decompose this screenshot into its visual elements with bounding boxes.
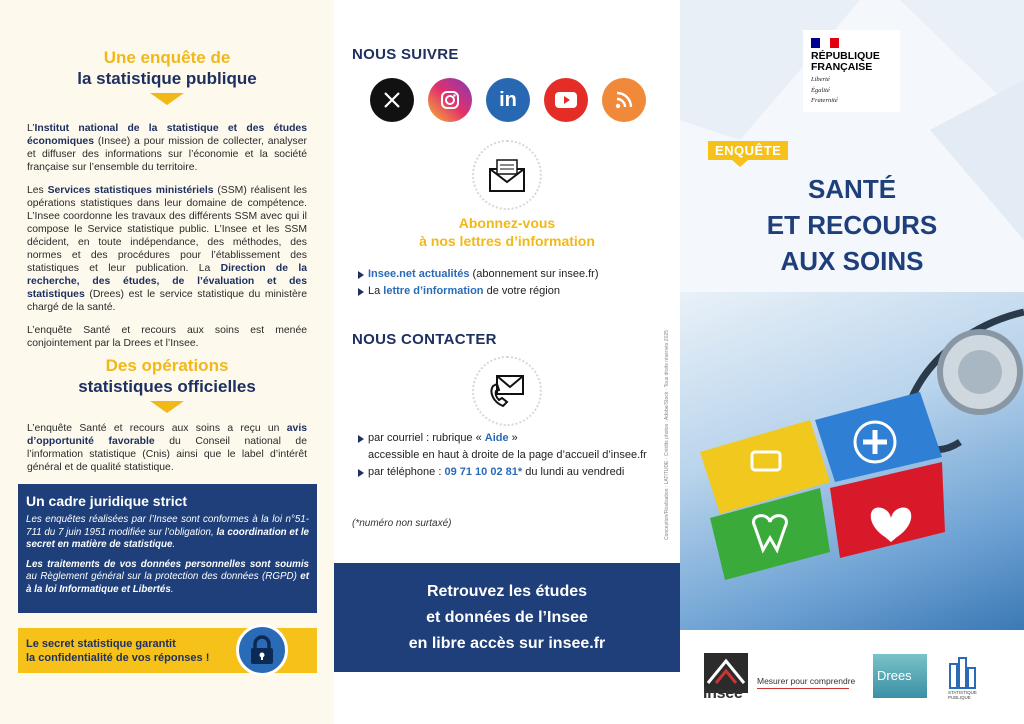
subscribe-list bbox=[358, 266, 599, 300]
legal-p1: Les enquêtes réalisées par l’Insee sont conformes à la loi n°51-711 du 7 juin 1951 modifiée sur l’obligation, la coordination et le secret en matière de statistique. bbox=[26, 514, 309, 550]
list-item: La lettre d’information de votre région bbox=[358, 283, 599, 300]
contact-list bbox=[358, 430, 647, 481]
insee-tagline: Mesurer pour comprendre bbox=[757, 676, 856, 686]
drees-logo: Drees bbox=[873, 654, 927, 698]
section-title-enquete: Une enquête de la statistique publique bbox=[0, 47, 334, 105]
footnote: (*numéro non surtaxé) bbox=[352, 518, 452, 529]
newsletter-link[interactable]: lettre d’information bbox=[383, 285, 484, 297]
aide-link[interactable]: Aide bbox=[484, 432, 509, 444]
contact-heading: NOUS CONTACTER bbox=[352, 331, 497, 348]
subscribe-title: Abonnez-vous à nos lettres d’information bbox=[419, 215, 595, 249]
list-item: Insee.net actualités (abonnement sur insee.fr) bbox=[358, 266, 599, 283]
ssp-text: STATISTIQUE PUBLIQUE bbox=[948, 690, 977, 700]
republique-francaise-logo: RÉPUBLIQUE FRANÇAISE Liberté Égalité Fraternité bbox=[803, 30, 900, 112]
rss-icon[interactable] bbox=[602, 78, 646, 122]
para-insee: L’Institut national de la statistique et des études économiques (Insee) a pour mission de collecter, analyser et diffuser des informations sur l’économie et la société française sur l’ensemble du territoire. bbox=[27, 123, 307, 173]
para-ssm: Les Services statistiques ministériels (SSM) réalisent les opérations statistiques dans leur domaine de compétence. L’Insee coordonne les travaux des différents SSM avec qui il compose le Service statistique public. L’Insee et les SSM décident, en toute indépendance, des méthodes, des normes et des procédures pour l’établissement des statistiques et leur publication. La Direction de la recherche, des études, de l’évaluation et des statistiques (Drees) est le service statistique du ministère chargé de la santé. bbox=[27, 185, 308, 313]
left-panel bbox=[0, 0, 334, 724]
cover-panel bbox=[680, 0, 1024, 724]
youtube-icon[interactable] bbox=[544, 78, 588, 122]
secret-box: Le secret statistique garantit la confidentialité de vos réponses ! bbox=[18, 628, 317, 673]
down-arrow-icon bbox=[150, 401, 184, 413]
padlock-icon bbox=[236, 624, 288, 676]
survey-tag: ENQUÊTE bbox=[708, 141, 788, 160]
para-joint: L’enquête Santé et recours aux soins est menée conjointement par la Drees et l’Insee. bbox=[27, 325, 307, 349]
social-links bbox=[370, 78, 646, 122]
linkedin-icon[interactable]: in bbox=[486, 78, 530, 122]
x-icon[interactable] bbox=[370, 78, 414, 122]
cnis-text bbox=[27, 422, 307, 484]
instagram-icon[interactable] bbox=[428, 78, 472, 122]
cover-title: SANTÉ ET RECOURS AUX SOINS bbox=[766, 174, 938, 276]
para-cnis: L’enquête Santé et recours aux soins a reçu un avis d’opportunité favorable du Conseil national de l’information statistique (Cnis) ainsi que le label d’intérêt général et de qualité statistique. bbox=[27, 423, 307, 473]
intro-text bbox=[27, 122, 307, 360]
legal-box-title: Un cadre juridique strict bbox=[26, 493, 188, 509]
insee-promo-box: Retrouvez les études et données de l’Insee en libre accès sur insee.fr bbox=[334, 563, 680, 672]
list-item: par courriel : rubrique « Aide » accessible en haut à droite de la page d’accueil d’insee.fr bbox=[358, 430, 647, 464]
middle-panel bbox=[334, 0, 680, 724]
insee-logo-text: Insee bbox=[703, 685, 743, 702]
list-item: par téléphone : 09 71 10 02 81* du lundi au vendredi bbox=[358, 464, 647, 481]
divider bbox=[757, 688, 849, 689]
partner-logos bbox=[680, 630, 1024, 724]
legal-p2: Les traitements de vos données personnelles sont soumis au Règlement général sur la protection des données (RGPD) et à la loi Informatique et Libertés. bbox=[26, 558, 309, 595]
section-title-operations: Des opérations statistiques officielles bbox=[0, 355, 334, 413]
insee-net-link[interactable]: Insee.net actualités bbox=[368, 268, 470, 280]
newsletter-icon bbox=[472, 140, 542, 210]
down-arrow-icon bbox=[150, 93, 184, 105]
follow-heading: NOUS SUIVRE bbox=[352, 46, 459, 63]
legal-box bbox=[18, 484, 317, 613]
phone-number[interactable]: 09 71 10 02 81* bbox=[444, 466, 523, 478]
flag-icon bbox=[811, 38, 839, 48]
mail-phone-icon bbox=[472, 356, 542, 426]
health-puzzle-image bbox=[680, 292, 1024, 630]
